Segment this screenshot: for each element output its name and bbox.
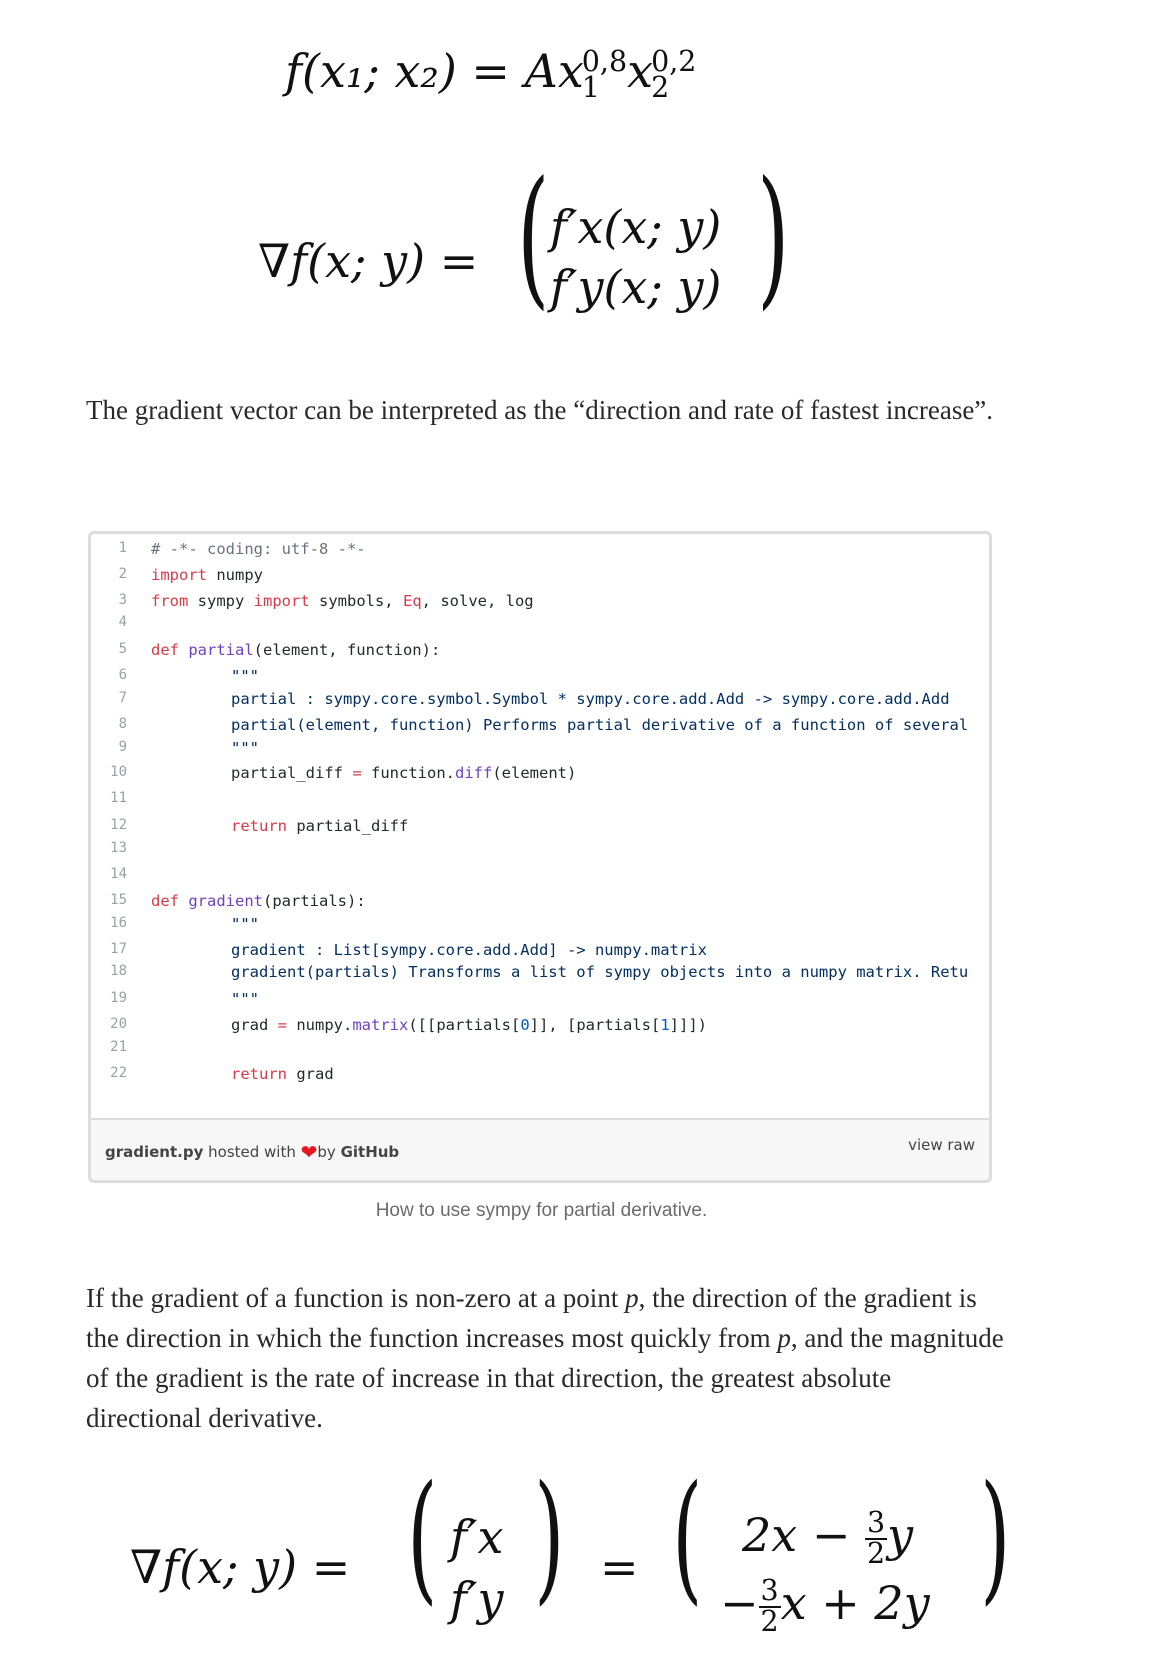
line-number: 5: [118, 641, 127, 657]
example-result-row-2: − $\frac{3}{2}$ x + 2y: [720, 1574, 930, 1638]
right-paren: ): [757, 150, 790, 324]
code-line: [91, 538, 989, 562]
line-content: [231, 690, 950, 708]
line-number: 6: [118, 667, 127, 683]
line-content: [231, 915, 259, 933]
paragraph-gradient-direction: [86, 1278, 1006, 1438]
code-line: [91, 961, 989, 985]
point-p-2: p: [777, 1323, 791, 1353]
paragraph-gradient-interpretation: The gradient vector can be interpreted as the “direction and rate of fastest increase”.: [86, 395, 994, 425]
right-paren-2: ): [980, 1456, 1011, 1619]
by-label: by: [317, 1143, 341, 1161]
example-result-row-1: 2x − $\frac{3}{2}$ y: [742, 1506, 914, 1570]
line-content: [231, 739, 259, 757]
code-line: [91, 564, 989, 588]
line-number: 10: [110, 764, 127, 780]
code-line: [91, 913, 989, 937]
figure-caption: How to use sympy for partial derivative.: [375, 1200, 708, 1221]
code-token: import: [151, 566, 207, 584]
code-line: [91, 864, 989, 888]
code-token: return: [231, 1065, 287, 1083]
code-line: [91, 788, 989, 812]
code-token: partial : sympy.core.symbol.Symbol * sympy.core.add.Add -> sympy.core.add.Add: [231, 690, 950, 708]
code-token: grad: [231, 1016, 278, 1034]
line-content: [231, 1016, 707, 1034]
code-line: [91, 714, 989, 738]
line-content: [231, 963, 968, 981]
line-content: [151, 540, 366, 558]
line-content: [231, 1065, 334, 1083]
formula-var2: x: [627, 44, 654, 98]
code-token: partial: [179, 641, 254, 659]
code-token: """: [231, 990, 259, 1008]
line-number: 3: [118, 592, 127, 608]
code-line: [91, 988, 989, 1012]
code-token: ]]]): [669, 1016, 707, 1034]
line-content: [151, 566, 263, 584]
left-paren-2: (: [672, 1456, 703, 1619]
code-line: [91, 639, 989, 663]
code-token: sympy: [188, 592, 254, 610]
line-number: 14: [110, 866, 127, 882]
code-token: def: [151, 641, 179, 659]
code-token: =: [352, 764, 362, 782]
code-token: =: [277, 1016, 288, 1034]
code-line: [91, 665, 989, 689]
code-line: [91, 890, 989, 914]
line-content: [231, 990, 259, 1008]
code-line: [91, 1014, 989, 1038]
line-number: 21: [110, 1039, 127, 1055]
code-token: # -*- coding: utf-8 -*-: [151, 540, 366, 558]
code-line: [91, 737, 989, 761]
code-line: [91, 590, 989, 614]
example-mid-row-1: f′x: [450, 1510, 504, 1564]
line-content: [231, 667, 259, 685]
code-token: gradient(partials) Transforms a list of sympy objects into a numpy matrix. Retu: [231, 963, 969, 981]
line-number: 8: [118, 716, 127, 732]
code-line: [91, 688, 989, 712]
line-number: 16: [110, 915, 127, 931]
gist-file-link[interactable]: gradient.py: [105, 1143, 204, 1161]
hosted-with-label: hosted with: [203, 1143, 301, 1161]
left-paren-1: (: [407, 1456, 438, 1619]
code-token: from: [151, 592, 189, 610]
formula-exp1: 0,8: [581, 45, 628, 79]
code-token: """: [231, 667, 259, 685]
code-line: [91, 1063, 989, 1087]
paragraph2-part-c: , and the magnitude of the gradient is the rate of increase in that direction, the greatest absolute directional derivative.: [86, 1323, 1004, 1433]
code-token: (partials):: [263, 892, 366, 910]
line-number: 15: [110, 892, 127, 908]
code-token: 0: [520, 1016, 530, 1034]
code-token: gradient : List[sympy.core.add.Add] -> numpy.matrix: [231, 941, 707, 959]
line-number: 9: [118, 739, 127, 755]
code-token: , solve, log: [421, 592, 534, 610]
github-link[interactable]: GitHub: [340, 1143, 400, 1161]
right-paren-1: ): [534, 1456, 565, 1619]
code-token: def: [151, 892, 179, 910]
line-number: 11: [110, 790, 127, 806]
gradient-row-1: f′x(x; y): [550, 200, 722, 254]
line-number: 18: [110, 963, 127, 979]
formula-exp2: 0,2: [651, 45, 697, 79]
code-token: Eq: [402, 592, 422, 610]
code-token: gradient: [179, 892, 263, 910]
code-token: (element, function):: [253, 641, 441, 659]
view-raw-link[interactable]: view raw: [908, 1136, 975, 1154]
line-number: 22: [110, 1065, 127, 1081]
paragraph2-part-a: If the gradient of a function is non-zero at a point: [86, 1283, 626, 1313]
code-token: function.: [361, 764, 455, 782]
gradient-row-2: f′y(x; y): [550, 260, 722, 314]
formula-var1: x: [557, 44, 584, 98]
line-number: 17: [110, 941, 127, 957]
line-content: [231, 764, 576, 782]
left-paren: (: [517, 150, 550, 324]
line-number: 19: [110, 990, 127, 1006]
example-equals: =: [600, 1540, 639, 1594]
code-token: symbols,: [309, 592, 403, 610]
code-line: [91, 1037, 989, 1061]
code-token: diff: [455, 764, 493, 782]
line-number: 1: [118, 540, 127, 556]
code-token: ]], [partials[: [529, 1016, 661, 1034]
code-token: import: [253, 592, 310, 610]
code-line: [91, 815, 989, 839]
line-number: 7: [118, 690, 127, 706]
code-token: numpy.: [287, 1016, 353, 1034]
formula-sub2: 2: [651, 71, 670, 104]
code-line: [91, 612, 989, 636]
formula-coef: A: [524, 44, 558, 98]
gist-embed: [88, 531, 992, 1183]
code-token: ([[partials[: [408, 1016, 521, 1034]
example-lhs: ∇f(x; y) =: [130, 1540, 351, 1594]
line-content: [231, 817, 408, 835]
code-token: """: [231, 739, 259, 757]
code-token: partial_diff: [231, 764, 353, 782]
code-token: partial(element, function) Performs partial derivative of a function of several: [231, 716, 969, 734]
code-token: return: [231, 817, 287, 835]
code-token: (element): [492, 764, 577, 782]
line-content: [151, 641, 440, 659]
line-number: 20: [110, 1016, 127, 1032]
code-line: [91, 762, 989, 786]
code-line: [91, 939, 989, 963]
line-content: [231, 941, 707, 959]
line-number: 4: [118, 614, 127, 630]
code-block: [91, 534, 989, 1124]
example-mid-row-2: f′y: [450, 1572, 504, 1626]
line-number: 13: [110, 840, 127, 856]
code-token: """: [231, 915, 259, 933]
code-token: numpy: [207, 566, 263, 584]
gist-footer: [91, 1118, 989, 1180]
line-content: [231, 716, 968, 734]
code-token: partial_diff: [287, 817, 409, 835]
code-token: 1: [660, 1016, 670, 1034]
paragraph2-part-b: , the direction of the gradient is the direction in which the function increases most quickly from: [86, 1283, 977, 1353]
line-content: [151, 892, 366, 910]
line-number: 2: [118, 566, 127, 582]
point-p-1: p: [625, 1283, 639, 1313]
gradient-lhs: ∇f(x; y) =: [258, 234, 479, 288]
code-token: grad: [287, 1065, 334, 1083]
formula-sub1: 1: [581, 71, 600, 104]
cobb-douglas-formula: [285, 44, 697, 104]
formula-lhs: f(x₁; x₂) =: [285, 44, 510, 98]
line-number: 12: [110, 817, 127, 833]
heart-icon: ❤: [300, 1140, 318, 1164]
code-token: matrix: [352, 1016, 409, 1034]
line-content: [151, 592, 534, 610]
code-line: [91, 838, 989, 862]
